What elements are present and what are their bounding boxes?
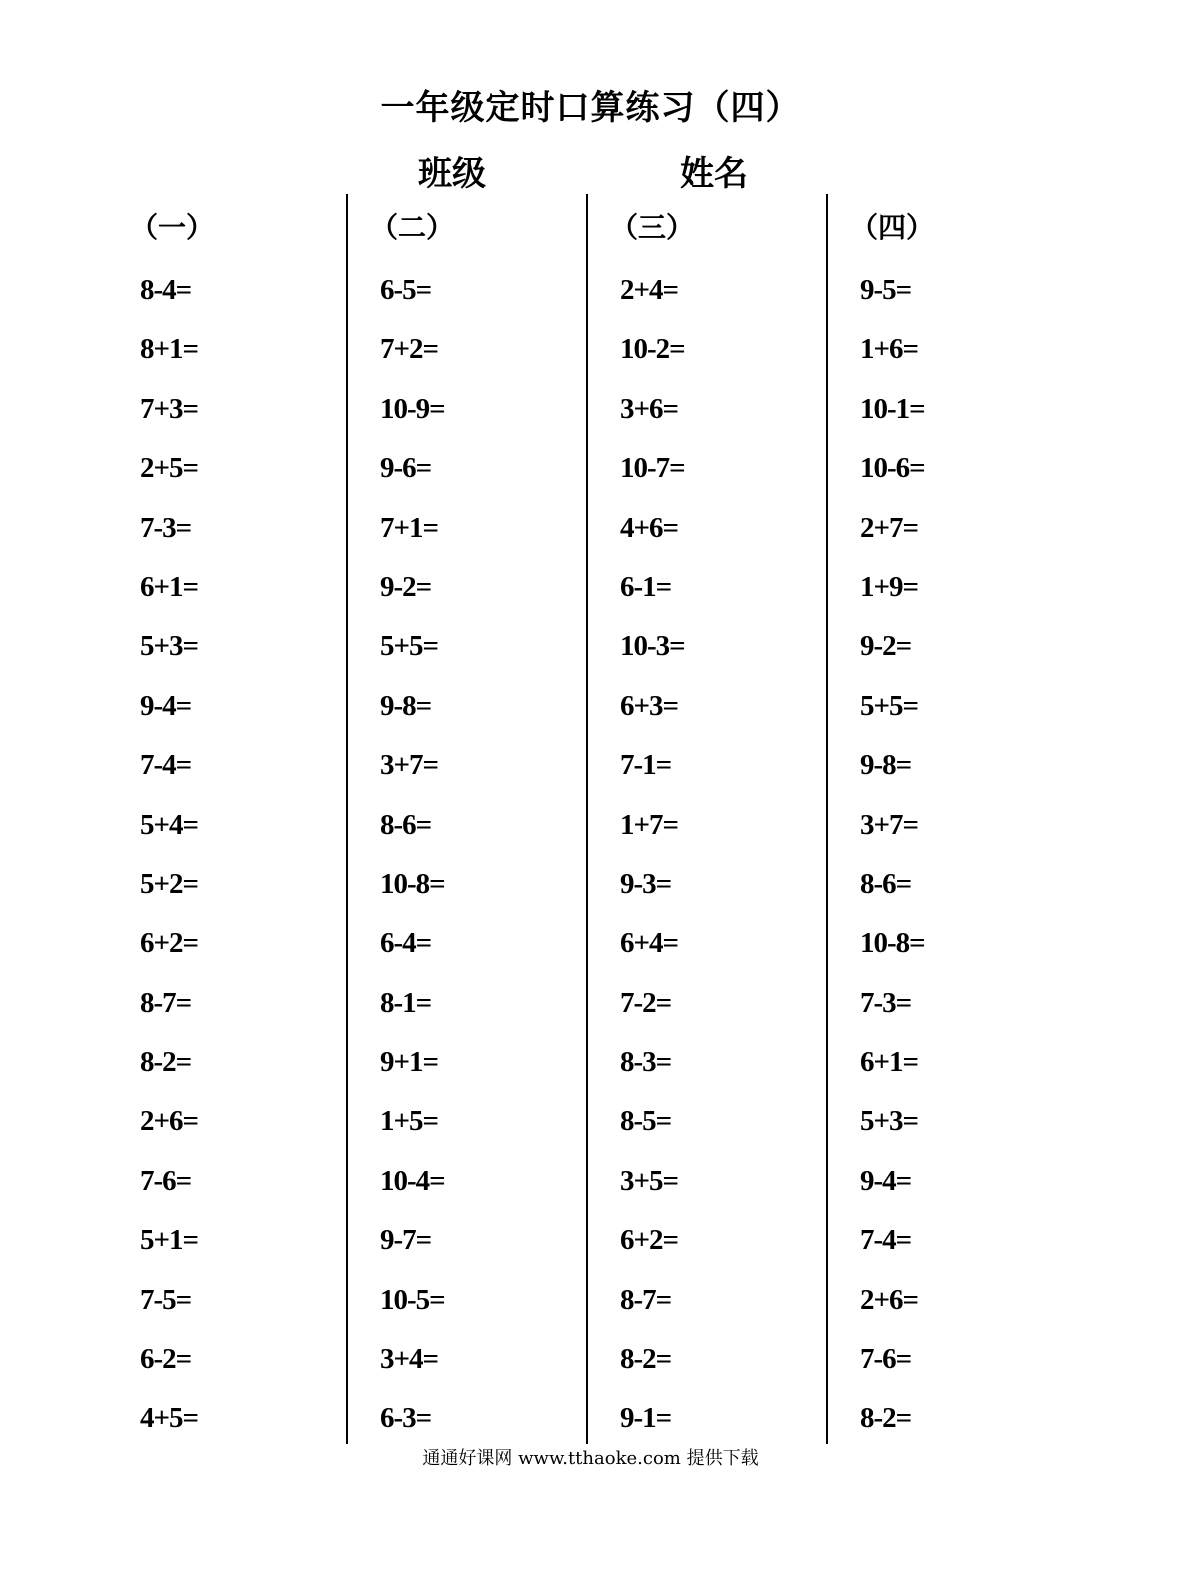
math-problem: 8-3= xyxy=(620,1046,672,1079)
math-problem: 6+1= xyxy=(140,570,199,603)
math-problem: 8-2= xyxy=(620,1343,672,1376)
math-problem: 9-3= xyxy=(620,867,672,900)
math-problem: 3+7= xyxy=(860,808,919,841)
math-problem: 9-4= xyxy=(860,1164,912,1197)
math-problem: 3+4= xyxy=(380,1343,439,1376)
math-problem: 9-4= xyxy=(140,689,192,722)
math-problem: 9-2= xyxy=(380,570,432,603)
column-header: （三） xyxy=(610,211,695,244)
math-problem: 2+5= xyxy=(140,452,199,485)
problem-list xyxy=(380,270,445,1458)
column-header: （二） xyxy=(370,211,455,244)
math-problem: 10-4= xyxy=(380,1164,445,1197)
math-problem: 3+5= xyxy=(620,1164,679,1197)
math-problem: 8+1= xyxy=(140,333,199,366)
math-problem: 5+4= xyxy=(140,808,199,841)
math-problem: 5+5= xyxy=(380,630,439,663)
math-problem: 6-1= xyxy=(620,570,672,603)
math-problem: 9-7= xyxy=(380,1224,432,1257)
math-problem: 7-6= xyxy=(140,1164,192,1197)
math-problem: 5+5= xyxy=(860,689,919,722)
column-header: （一） xyxy=(130,211,215,244)
math-problem: 10-1= xyxy=(860,392,925,425)
math-problem: 6+1= xyxy=(860,1046,919,1079)
math-problem: 4+6= xyxy=(620,511,679,544)
column-2 xyxy=(370,208,610,1435)
math-problem: 5+1= xyxy=(140,1224,199,1257)
math-problem: 9-8= xyxy=(380,689,432,722)
math-problem: 7-1= xyxy=(620,749,672,782)
math-problem: 7-5= xyxy=(140,1283,192,1316)
math-problem: 6+2= xyxy=(140,927,199,960)
class-label: 班级 xyxy=(418,154,486,194)
math-problem: 6+2= xyxy=(620,1224,679,1257)
column-divider xyxy=(586,194,588,1444)
math-problem: 1+7= xyxy=(620,808,679,841)
math-problem: 6-4= xyxy=(380,927,432,960)
math-problem: 10-2= xyxy=(620,333,685,366)
math-problem: 2+4= xyxy=(620,274,679,306)
math-problem: 10-5= xyxy=(380,1283,445,1316)
math-problem: 8-5= xyxy=(620,1105,672,1138)
math-problem: 4+5= xyxy=(140,1402,199,1435)
math-problem: 6+3= xyxy=(620,689,679,722)
column-4 xyxy=(850,208,1090,1435)
math-problem: 8-7= xyxy=(620,1283,672,1316)
math-problem: 8-1= xyxy=(380,986,432,1019)
math-problem: 8-2= xyxy=(140,1046,192,1079)
math-problem: 8-6= xyxy=(860,867,912,900)
column-1 xyxy=(130,208,370,1435)
math-problem: 2+6= xyxy=(860,1283,919,1316)
math-problem: 9-6= xyxy=(380,452,432,485)
math-problem: 5+3= xyxy=(140,630,199,663)
math-problem: 7+1= xyxy=(380,511,439,544)
math-problem: 3+7= xyxy=(380,749,439,782)
math-problem: 2+6= xyxy=(140,1105,199,1138)
math-problem: 10-6= xyxy=(860,452,925,485)
math-problem: 10-8= xyxy=(860,927,925,960)
math-problem: 1+9= xyxy=(860,570,919,603)
math-problem: 9-1= xyxy=(620,1402,672,1435)
math-problem: 5+3= xyxy=(860,1105,919,1138)
math-problem: 9-2= xyxy=(860,630,912,663)
math-problem: 7-2= xyxy=(620,986,672,1019)
column-divider xyxy=(346,194,348,1444)
math-problem: 7-6= xyxy=(860,1343,912,1376)
math-problem: 9-8= xyxy=(860,749,912,782)
math-problem: 2+7= xyxy=(860,511,919,544)
math-problem: 6-3= xyxy=(380,1402,432,1435)
math-problem: 7+3= xyxy=(140,392,199,425)
page-title: 一年级定时口算练习（四） xyxy=(380,88,801,128)
column-divider xyxy=(826,194,828,1444)
problem-list xyxy=(620,270,685,1458)
math-problem: 7+2= xyxy=(380,333,439,366)
math-problem: 6+4= xyxy=(620,927,679,960)
math-problem: 8-7= xyxy=(140,986,192,1019)
math-problem: 8-4= xyxy=(140,274,192,306)
math-problem: 9+1= xyxy=(380,1046,439,1079)
footer-credit: 通通好课网 www.tthaoke.com 提供下载 xyxy=(422,1448,759,1469)
math-problem: 7-4= xyxy=(140,749,192,782)
math-problem: 10-3= xyxy=(620,630,685,663)
math-problem: 3+6= xyxy=(620,392,679,425)
math-problem: 7-4= xyxy=(860,1224,912,1257)
column-header: （四） xyxy=(850,211,935,244)
math-problem: 6-2= xyxy=(140,1343,192,1376)
math-problem: 9-5= xyxy=(860,274,912,306)
math-problem: 1+6= xyxy=(860,333,919,366)
column-3 xyxy=(610,208,850,1435)
math-problem: 6-5= xyxy=(380,274,432,306)
math-problem: 10-9= xyxy=(380,392,445,425)
name-label: 姓名 xyxy=(680,154,748,194)
problem-list xyxy=(860,270,925,1458)
math-problem: 1+5= xyxy=(380,1105,439,1138)
math-problem: 10-7= xyxy=(620,452,685,485)
math-problem: 7-3= xyxy=(860,986,912,1019)
math-problem: 5+2= xyxy=(140,867,199,900)
math-problem: 10-8= xyxy=(380,867,445,900)
math-problem: 8-6= xyxy=(380,808,432,841)
math-problem: 8-2= xyxy=(860,1402,912,1435)
problem-list xyxy=(140,270,198,1458)
math-problem: 7-3= xyxy=(140,511,192,544)
